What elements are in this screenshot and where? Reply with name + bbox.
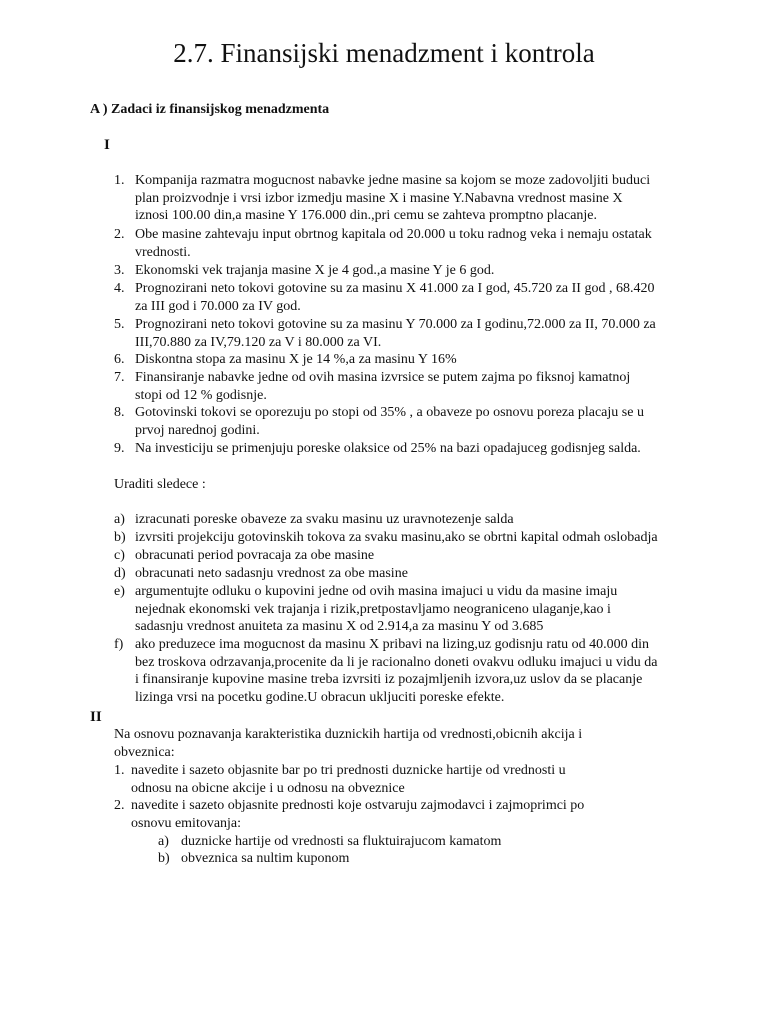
part-2-label: II — [90, 709, 102, 725]
numbered-item-marker: 8. — [114, 405, 125, 420]
numbered-item-line: Kompanija razmatra mogucnost nabavke jedne masine sa kojom se moze zadovoljiti buduci — [135, 173, 651, 188]
numbered-item-line: Na investiciju se primenjuju poreske olaksice od 25% na bazi opadajuceg godisnjeg salda. — [135, 441, 641, 456]
part-2-item — [131, 762, 566, 797]
numbered-item-line: stopi od 12 % godisnje. — [135, 387, 267, 403]
task-item-marker: d) — [114, 566, 126, 581]
tasks-intro: Uraditi sledece : — [114, 477, 206, 492]
task-item-marker: c) — [114, 548, 125, 563]
numbered-item-marker: 6. — [114, 352, 125, 367]
task-item — [135, 636, 658, 706]
task-item — [135, 547, 374, 565]
part-2-item-line: osnovu emitovanja: — [131, 815, 242, 831]
task-item-marker: e) — [114, 584, 125, 599]
part-2-item-line: navedite i sazeto objasnite prednosti koje ostvaruju zajmodavci i zajmoprimci po — [131, 798, 585, 813]
numbered-item-line: prvoj narednoj godini. — [135, 422, 260, 438]
numbered-item-marker: 3. — [114, 263, 125, 278]
task-item-line: i finansiranje kupovine masine treba izvrsiti iz pozajmljenih izvora,uz uslov da se placanje — [135, 672, 643, 688]
numbered-item-marker: 7. — [114, 370, 125, 385]
task-item-line: obracunati period povracaja za obe masine — [135, 548, 375, 563]
numbered-item-marker: 1. — [114, 173, 125, 188]
numbered-item-marker: 4. — [114, 281, 125, 296]
task-item — [135, 565, 408, 583]
part-2-subitem-marker: b) — [158, 851, 170, 866]
numbered-item — [135, 440, 641, 458]
part-2-item-marker: 1. — [114, 763, 125, 778]
numbered-item-line: plan proizvodnje i vrsi izbor izmedju masine X i masine Y.Nabavna vrednost masine X — [135, 190, 623, 206]
section-a-heading: A ) Zadaci iz finansijskog menadzmenta — [90, 102, 330, 117]
part-2-subitem: duznicke hartije od vrednosti sa fluktuirajucom kamatom — [181, 834, 502, 849]
numbered-item-marker: 9. — [114, 441, 125, 456]
numbered-item-line: Finansiranje nabavke jedne od ovih masina izvrsice se putem zajma po fiksnoj kamatnoj — [135, 370, 631, 385]
part-2-intro — [114, 726, 582, 761]
task-item-line: izvrsiti projekciju gotovinskih tokova za svaku masinu,ako se obrtni kapital odmah oslobadja — [135, 530, 658, 545]
part-2-subitem: obveznica sa nultim kuponom — [181, 851, 350, 866]
part-1-label: I — [104, 137, 110, 153]
task-item-marker: a) — [114, 512, 125, 527]
task-item-line: nejednak ekonomski vek trajanja i rizik,pretpostavljamo neograniceno ulaganje,kao i — [135, 601, 611, 617]
numbered-item — [135, 172, 650, 225]
numbered-item-line: Ekonomski vek trajanja masine X je 4 god.,a masine Y je 6 god. — [135, 263, 495, 278]
numbered-item — [135, 351, 457, 369]
task-item-line: sadasnju vrednost anuiteta za masinu X od 2.914,a za masinu Y od 3.685 — [135, 619, 544, 635]
part-2-subitem-marker: a) — [158, 834, 169, 849]
numbered-item-line: Prognozirani neto tokovi gotovine su za masinu X 41.000 za I god, 45.720 za II god , 68.420 — [135, 281, 655, 296]
document-title: 2.7. Finansijski menadzment i kontrola — [173, 38, 595, 68]
numbered-item — [135, 280, 654, 315]
part-2-intro-line: obveznica: — [114, 744, 175, 760]
task-item-marker: f) — [114, 637, 124, 652]
part-2-item-line: navedite i sazeto objasnite bar po tri prednosti duznicke hartije od vrednosti u — [131, 763, 566, 778]
numbered-item — [135, 226, 652, 261]
task-item-line: obracunati neto sadasnju vrednost za obe masine — [135, 566, 408, 581]
part-2-intro-line: Na osnovu poznavanja karakteristika duznickih hartija od vrednosti,obicnih akcija i — [114, 727, 583, 742]
numbered-item-line: Gotovinski tokovi se oporezuju po stopi od 35% , a obaveze po osnovu poreza placaju se u — [135, 405, 644, 420]
numbered-item-line: Obe masine zahtevaju input obrtnog kapitala od 20.000 u toku radnog veka i nemaju ostatak — [135, 227, 652, 242]
numbered-item — [135, 262, 494, 280]
task-item-marker: b) — [114, 530, 126, 545]
part-2-item-marker: 2. — [114, 798, 125, 813]
numbered-item-line: III,70.880 za IV,79.120 za V i 80.000 za VI. — [135, 334, 382, 350]
numbered-item-line: Prognozirani neto tokovi gotovine su za masinu Y 70.000 za I godinu,72.000 za II, 70.000 za — [135, 317, 656, 332]
numbered-item-line: za III god i 70.000 za IV god. — [135, 298, 301, 314]
task-item-line: izracunati poreske obaveze za svaku masinu uz uravnotezenje salda — [135, 512, 514, 527]
numbered-item-line: vrednosti. — [135, 244, 191, 260]
numbered-item-marker: 2. — [114, 227, 125, 242]
numbered-item-marker: 5. — [114, 317, 125, 332]
task-item-line: argumentujte odluku o kupovini jedne od ovih masina imajuci u vidu da masine imaju — [135, 584, 618, 599]
part-2-item-line: odnosu na obicne akcije i u odnosu na obveznice — [131, 780, 405, 796]
numbered-item — [135, 316, 656, 351]
task-item-line: ako preduzece ima mogucnost da masinu X pribavi na lizing,uz godisnju ratu od 40.000 din — [135, 637, 649, 652]
task-item — [135, 529, 658, 547]
numbered-item-line: Diskontna stopa za masinu X je 14 %,a za masinu Y 16% — [135, 352, 457, 367]
task-item — [135, 511, 514, 529]
task-item — [135, 583, 617, 636]
task-item-line: bez troskova odrzavanja,procenite da li je racionalno doneti ovakvu odluku imajuci u vidu da — [135, 654, 658, 670]
part-2-item — [131, 797, 584, 832]
task-item-line: lizinga vrsi na pocetku godine.U obracun ukljuciti poreske efekte. — [135, 689, 505, 705]
numbered-item — [135, 369, 630, 404]
numbered-item — [135, 404, 644, 439]
numbered-item-line: iznosi 100.00 din,a masine Y 176.000 din.,pri cemu se zahteva promptno placanje. — [135, 208, 598, 224]
